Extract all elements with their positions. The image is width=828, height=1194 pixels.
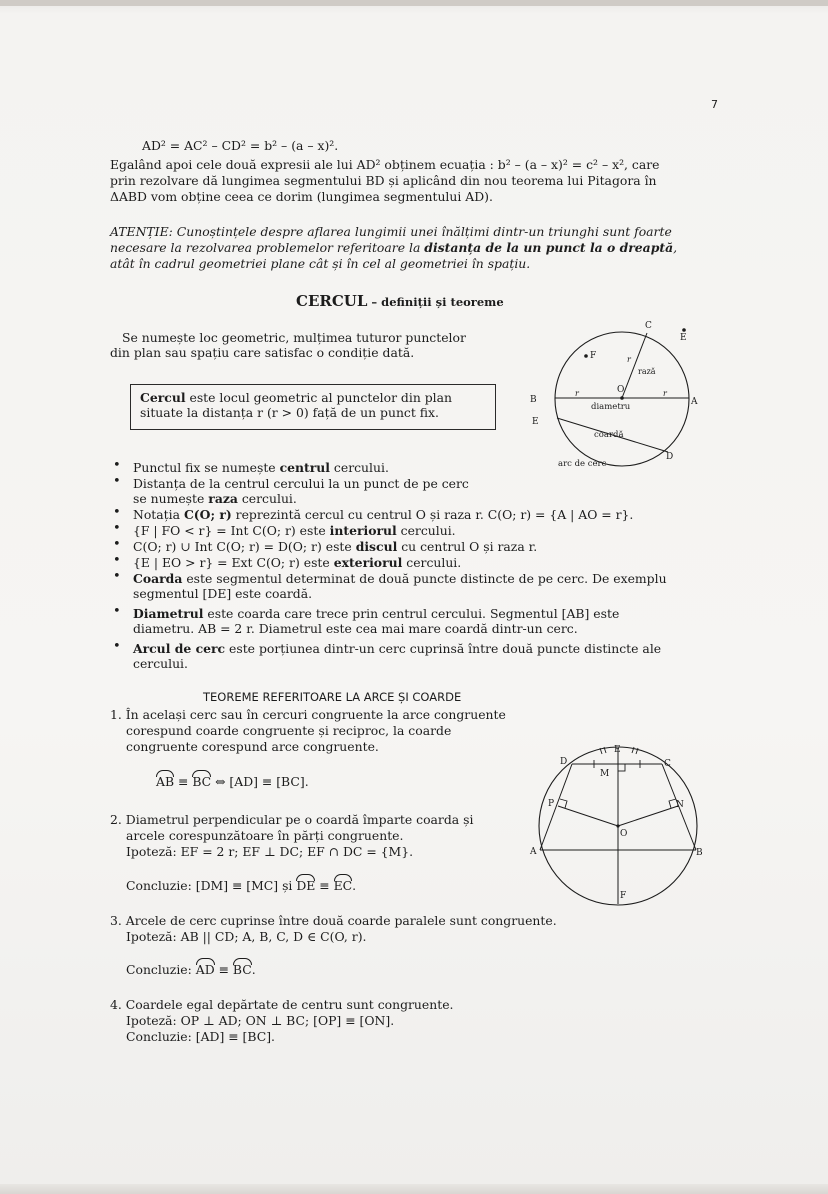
theorem-2-line-2: arcele corespunzătoare în părți congruente. xyxy=(126,828,404,843)
definition-box xyxy=(130,384,496,430)
bullet-text: cu centrul O și raza r. xyxy=(397,539,538,554)
bullet-bold: Coarda xyxy=(133,571,183,586)
exterior-point xyxy=(682,328,686,332)
fig2-label-A: A xyxy=(530,847,537,857)
segment-ON xyxy=(618,806,678,826)
bullet-bold: discul xyxy=(355,539,398,554)
bullet-dot: • xyxy=(113,569,121,584)
bullet-item-arc-cont: cercului. xyxy=(133,656,188,671)
bullet-item-diametru-cont: diametru. AB = 2 r. Diametrul este cea mai mare coardă dintr-un cerc. xyxy=(133,621,578,636)
definition-line-1 xyxy=(140,390,486,405)
bullet-item-distanta: Distanța de la centrul cercului la un punct de pe cerc xyxy=(133,476,469,491)
note-text-2a: necesare la rezolvarea problemelor referitoare la xyxy=(110,240,425,255)
bullet-dot: • xyxy=(113,505,121,520)
bullet-text: reprezintă cercul cu centrul O și raza r. C(O; r) = {A | AO = r}. xyxy=(231,507,634,522)
bullet-text: cercului. xyxy=(402,555,462,570)
center-point xyxy=(620,396,624,400)
bullet-bold: Arcul de cerc xyxy=(133,641,226,656)
fig1-label-B: B xyxy=(530,395,537,405)
bullet-text: este porțiunea dintr-un cerc cuprinsă între două puncte distincte ale xyxy=(225,641,662,656)
fig1-label-E: E xyxy=(680,333,687,343)
bullet-item-raza xyxy=(133,491,297,506)
formula-text: ≡ xyxy=(174,774,193,789)
conclusion-text: ≡ xyxy=(214,962,233,977)
bullet-item-coarda xyxy=(133,571,667,586)
definition-bold: Cercul xyxy=(140,390,186,405)
theorem-4-hypothesis: Ipoteză: OP ⊥ AD; ON ⊥ BC; [OP] ≡ [ON]. xyxy=(126,1013,395,1028)
bullet-text: se numește xyxy=(133,491,209,506)
bullet-text: cercului. xyxy=(237,491,297,506)
note-line-1 xyxy=(110,224,672,239)
fig1-label-r-right: r xyxy=(663,389,667,398)
conclusion-text: . xyxy=(251,962,256,977)
theorem-2-conclusion xyxy=(126,878,356,893)
arc-DE: DE xyxy=(296,878,316,893)
fig2-label-N: N xyxy=(676,800,684,810)
bullet-item-notatia xyxy=(133,507,633,522)
bullet-bold: C(O; r) xyxy=(183,507,232,522)
arc-BC: BC xyxy=(192,774,212,789)
bullet-item-exterior xyxy=(133,555,461,570)
fig2-label-P: P xyxy=(548,799,555,809)
note-label: ATENȚIE: xyxy=(110,224,173,239)
section-title xyxy=(296,292,504,310)
fig1-label-O: O xyxy=(617,385,625,395)
fig1-label-A: A xyxy=(691,397,698,407)
theorem-3-conclusion xyxy=(126,962,256,977)
locus-line-1: Se numește loc geometric, mulțimea tuturor punctelor xyxy=(122,330,466,345)
intro-line-3: ΔABD vom obține ceea ce dorim (lungimea segmentului AD). xyxy=(110,189,493,204)
fig1-label-diametru: diametru xyxy=(591,402,631,412)
arc-EC: EC xyxy=(333,878,353,893)
intro-formula: AD² = AC² – CD² = b² – (a – x)². xyxy=(142,138,339,153)
theorem-3-line-1: 3. Arcele de cerc cuprinse între două coarde paralele sunt congruente. xyxy=(110,913,557,928)
section-title-main: CERCUL xyxy=(296,292,368,310)
theorem-2-hypothesis: Ipoteză: EF = 2 r; EF ⊥ DC; EF ∩ DC = {M}. xyxy=(126,844,414,859)
bullet-text: Punctul fix se numește xyxy=(133,460,280,475)
bullet-bold: interiorul xyxy=(329,523,397,538)
bullet-dot: • xyxy=(113,537,121,552)
page-top-edge xyxy=(0,0,828,6)
theorem-1-line-3: congruente corespund arce congruente. xyxy=(126,739,379,754)
conclusion-text: ≡ xyxy=(315,878,334,893)
fig2-label-C: C xyxy=(664,759,671,769)
fig1-label-r-left: r xyxy=(575,389,579,398)
bullet-dot: • xyxy=(113,458,121,473)
note-bold: distanța de la un punct la o dreaptă xyxy=(424,240,674,255)
conclusion-text: Concluzie: [DM] ≡ [MC] și xyxy=(126,878,297,893)
bullet-text: cercului. xyxy=(329,460,389,475)
bullet-item-centrul xyxy=(133,460,389,475)
segment-OP xyxy=(558,806,618,826)
bullet-dot: • xyxy=(113,553,121,568)
bullet-item-disc xyxy=(133,539,537,554)
note-line-3: atât în cadrul geometriei plane cât și în cel al geometriei în spațiu. xyxy=(110,256,531,271)
fig1-label-raza: rază xyxy=(638,367,656,376)
fig1-label-E-chord: E xyxy=(532,417,539,427)
bullet-text: C(O; r) ∪ Int C(O; r) = D(O; r) este xyxy=(133,539,356,554)
note-text-1: Cunoștințele despre aflarea lungimii unei înălțimi dintr-un triunghi sunt foarte xyxy=(176,224,672,239)
intro-line-1: Egalând apoi cele două expresii ale lui AD² obținem ecuația : b² – (a – x)² = c² – x², care xyxy=(110,157,660,172)
arc-BC-2: BC xyxy=(232,962,252,977)
fig2-label-M: M xyxy=(600,769,610,779)
theorem-1-line-1: 1. În același cerc sau în cercuri congruente la arce congruente xyxy=(110,707,506,722)
bullet-dot: • xyxy=(113,604,121,619)
conclusion-text: . xyxy=(352,878,357,893)
arc-AD: AD xyxy=(195,962,215,977)
arc-AB: AB xyxy=(156,774,175,789)
bullet-text: {E | EO > r} = Ext C(O; r) este xyxy=(133,555,334,570)
bullet-text: cercului. xyxy=(396,523,456,538)
right-angle-M xyxy=(618,764,625,771)
bullet-text: {F | FO < r} = Int C(O; r) este xyxy=(133,523,330,538)
bullet-dot: • xyxy=(113,474,121,489)
theorem-3-hypothesis: Ipoteză: AB || CD; A, B, C, D ∈ C(O, r). xyxy=(126,929,367,944)
bullet-item-arc xyxy=(133,641,661,656)
formula-text: ⇔ [AD] ≡ [BC]. xyxy=(211,774,309,789)
note-line-2 xyxy=(110,240,677,255)
locus-line-2: din plan sau spațiu care satisfac o condiție dată. xyxy=(110,345,415,360)
fig1-label-D: D xyxy=(666,452,674,462)
section-subtitle: – definiții și teoreme xyxy=(367,295,504,309)
bullet-dot: • xyxy=(113,521,121,536)
bullet-dot: • xyxy=(113,639,121,654)
fig1-label-F: F xyxy=(590,351,597,361)
fig2-label-O: O xyxy=(620,829,628,839)
fig2-label-F: F xyxy=(620,891,627,901)
circle-definition-figure xyxy=(528,318,710,476)
theorem-1-line-2: corespund coarde congruente și reciproc, la coarde xyxy=(126,723,452,738)
fig1-label-C: C xyxy=(645,321,652,331)
bullet-bold: Diametrul xyxy=(133,606,204,621)
theorem-1-formula xyxy=(156,774,309,789)
theorems-heading: TEOREME REFERITOARE LA ARCE ȘI COARDE xyxy=(203,690,462,704)
fig1-label-arc: arc de cerc xyxy=(558,459,607,469)
interior-point xyxy=(584,354,588,358)
bullet-item-diametru xyxy=(133,606,619,621)
fig2-label-B: B xyxy=(696,848,703,858)
page-bottom-edge xyxy=(0,1184,828,1194)
page-number: 7 xyxy=(711,98,718,111)
theorem-4-line-1: 4. Coardele egal depărtate de centru sunt congruente. xyxy=(110,997,454,1012)
bullet-text: este segmentul determinat de două puncte distincte de pe cerc. De exemplu xyxy=(182,571,667,586)
intro-line-2: prin rezolvare dă lungimea segmentului BD și aplicând din nou teorema lui Pitagora în xyxy=(110,173,657,188)
definition-text-1: este locul geometric al punctelor din plan xyxy=(185,390,453,405)
note-text-2c: , xyxy=(673,240,678,255)
theorem-4-conclusion: Concluzie: [AD] ≡ [BC]. xyxy=(126,1029,275,1044)
conclusion-text: Concluzie: xyxy=(126,962,196,977)
bullet-text: Notația xyxy=(133,507,184,522)
bullet-bold: raza xyxy=(208,491,238,506)
bullet-item-coarda-cont: segmentul [DE] este coardă. xyxy=(133,586,313,601)
fig1-label-r-radius: r xyxy=(627,355,631,364)
fig2-label-E: E xyxy=(614,745,621,755)
theorems-figure xyxy=(526,740,708,912)
bullet-text: este coarda care trece prin centrul cercului. Segmentul [AB] este xyxy=(203,606,620,621)
theorem-2-line-1: 2. Diametrul perpendicular pe o coardă împarte coarda și xyxy=(110,812,474,827)
bullet-item-interior xyxy=(133,523,456,538)
fig1-label-coarda: coardă xyxy=(594,430,624,440)
theorem-center-point xyxy=(616,824,619,827)
bullet-bold: centrul xyxy=(279,460,330,475)
definition-line-2: situate la distanța r (r > 0) față de un punct fix. xyxy=(140,405,439,420)
radius-line xyxy=(622,333,647,398)
bullet-bold: exteriorul xyxy=(333,555,403,570)
fig2-label-D: D xyxy=(560,757,568,767)
